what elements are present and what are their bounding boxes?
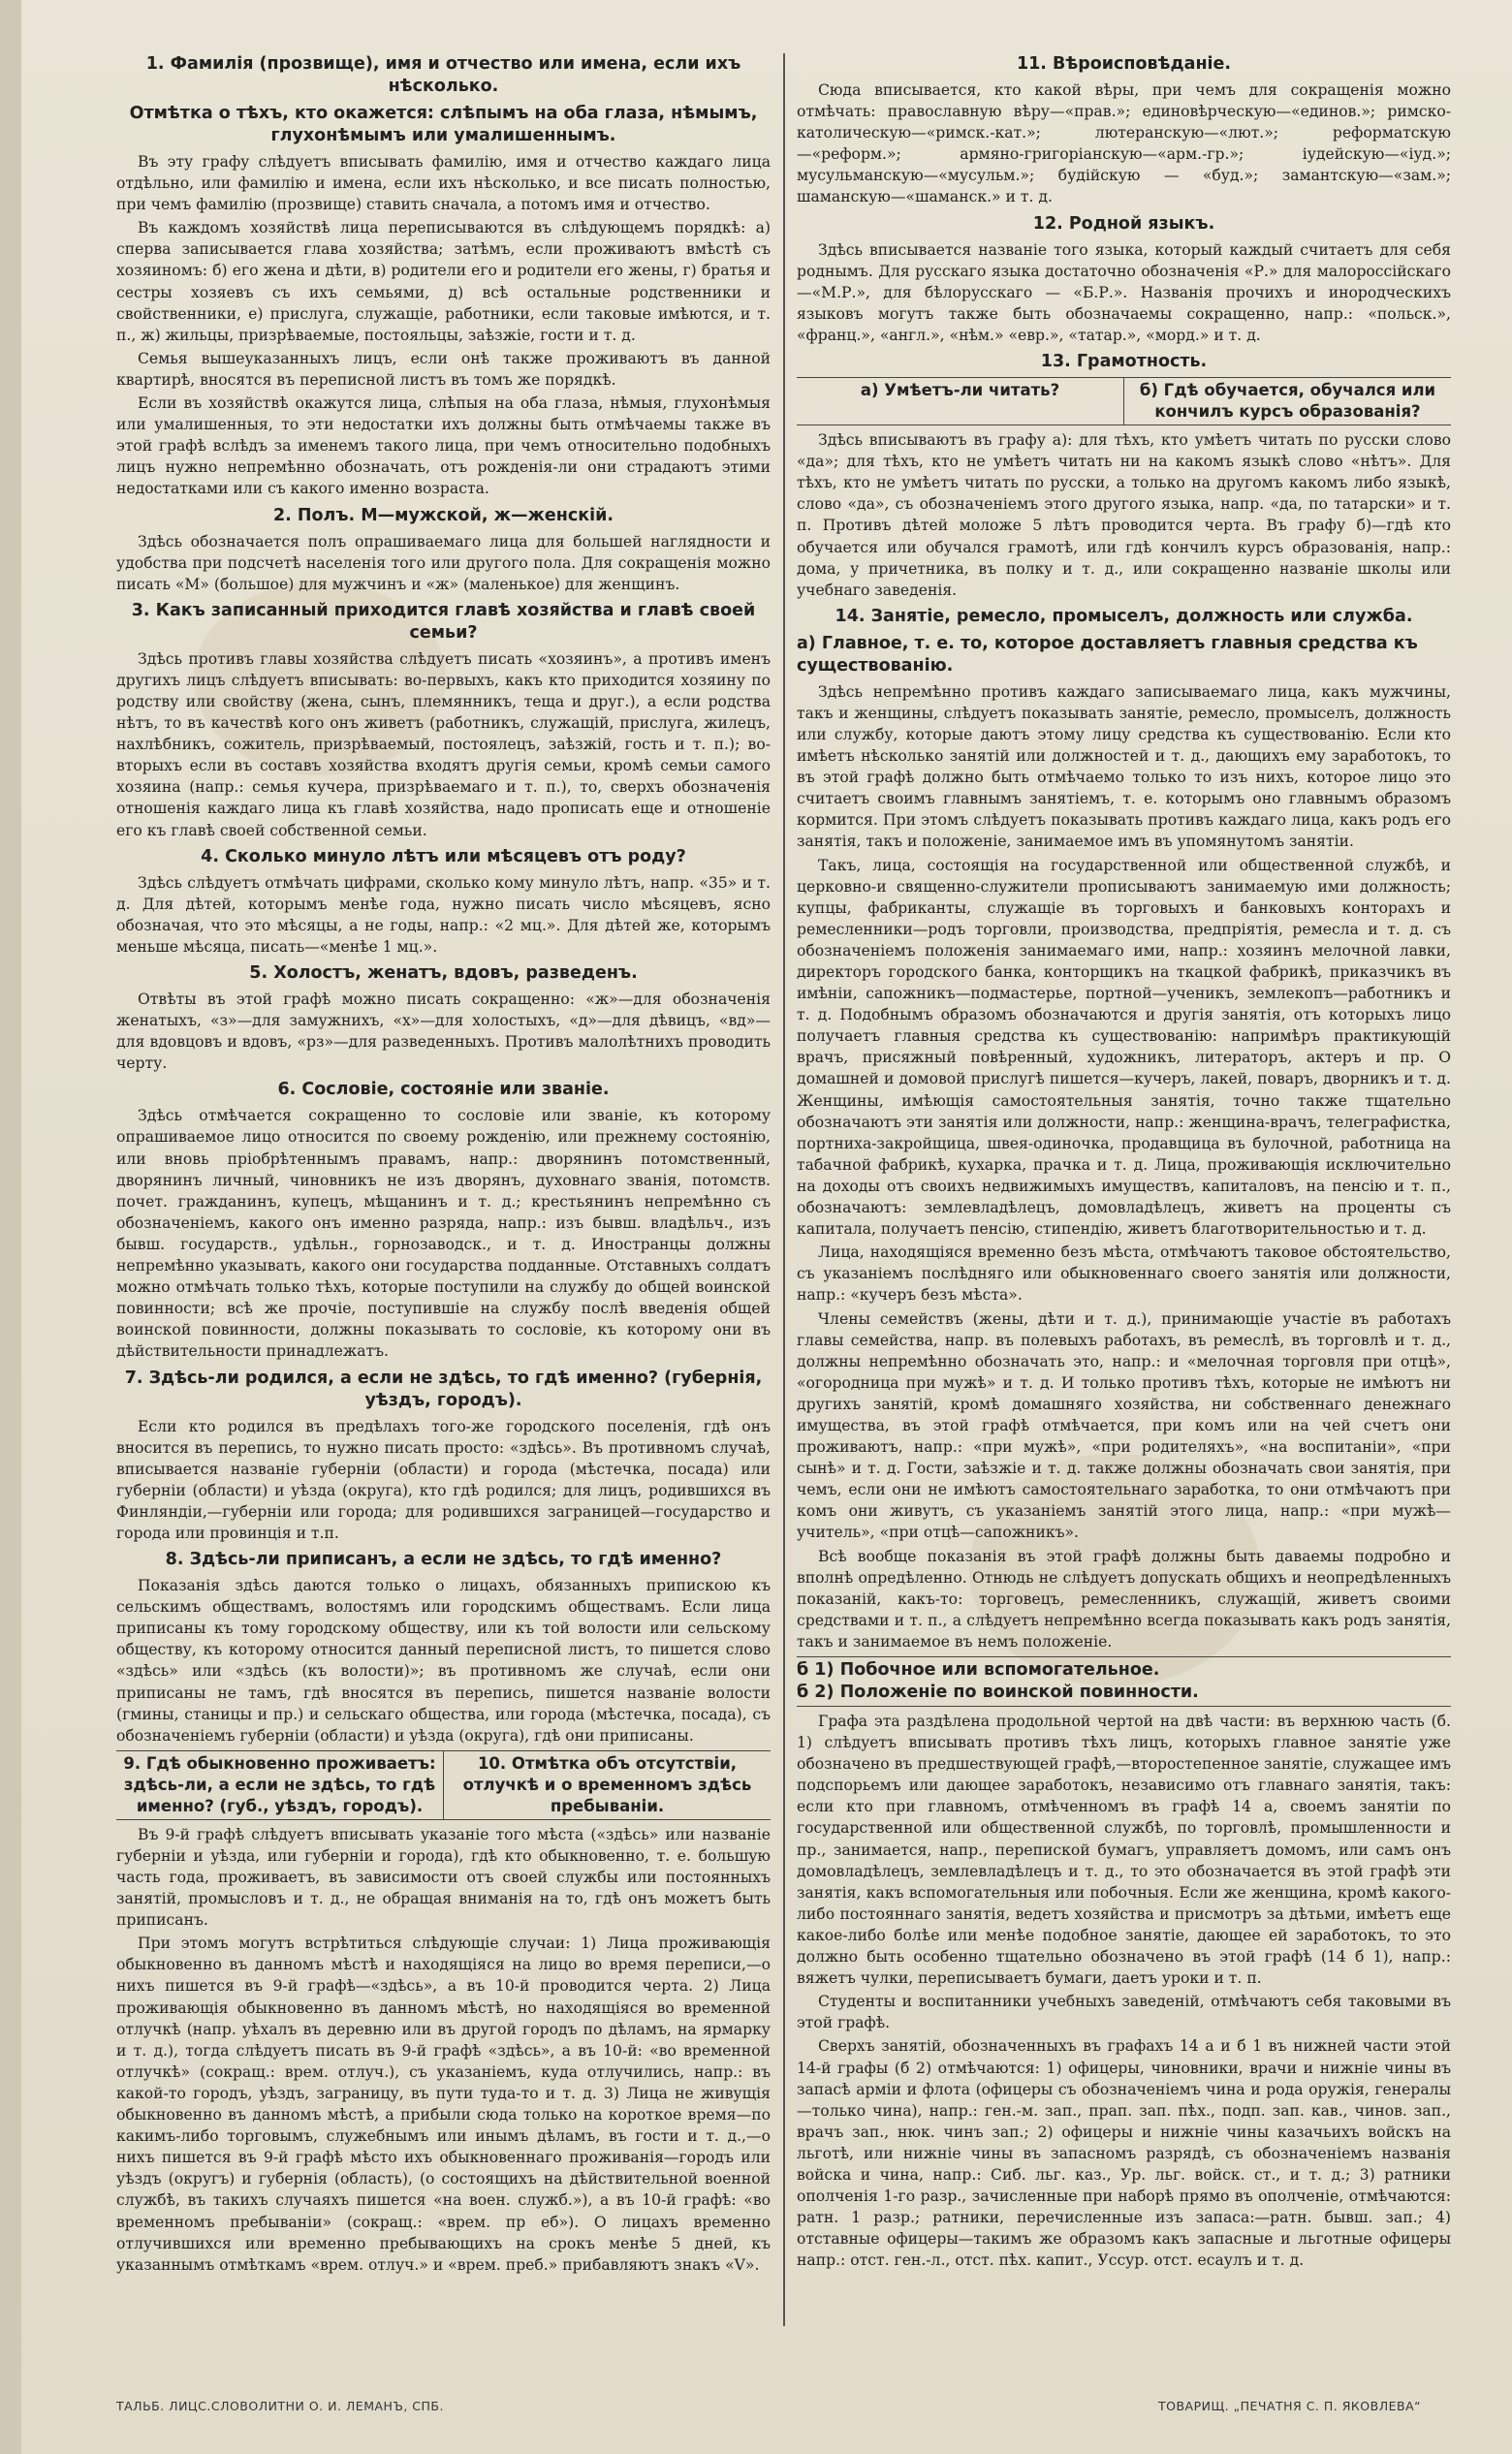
section-1-subtitle: Отмѣтка о тѣхъ, кто окажется: слѣпымъ на оба глаза, нѣмымъ, глухонѣмымъ или умалишеннымъ. xyxy=(129,104,758,145)
section-9-text: При этомъ могутъ встрѣтиться слѣдующіе случаи: 1) Лица проживающія обыкновенно въ данномъ мѣстѣ и находящіяся на лицо во время переписи,—о нихъ пишется въ 9-й графѣ—«здѣсь», а въ 10-й проводится черта. 2) Лица проживающія обыкновенно въ данномъ мѣстѣ, но находящіяся во временной отлучкѣ (напр. уѣхалъ въ деревню или въ другой городъ по дѣламъ, на ярмарку и т. д.), тогда слѣдуетъ писать въ 9-й графѣ «здѣсь», а въ 10-й: «во временной отлучкѣ» (сокращ.: врем. отлуч.), съ указаніемъ, куда отлучились, напр.: въ какой-то городъ, уѣздъ, заграницу, въ пути туда-то и т. д. 3) Лица не живущія обыкновенно въ данномъ мѣстѣ, а прибыли сюда только на короткое время—по какимъ-либо торговымъ, служебнымъ или инымъ дѣламъ, въ гости и т. д.,—о нихъ пишется въ 9-й графѣ мѣсто ихъ обыкновеннаго проживанія—городъ или уѣздъ (округъ) и губернія (область), (о состоящихъ на дѣйствительной военной службѣ, въ такихъ случаяхъ пишется «на воен. служб.»), а въ 10-й графѣ: «во временномъ пребываніи» (сокращ.: «врем. пр еб»). О лицахъ временно отлучившихся или временно пребывающихъ на срокъ менѣе 5 дней, къ указаннымъ отмѣткамъ «врем. отлуч.» и «врем. преб.» прибавляютъ знакъ «V». xyxy=(116,1935,771,2274)
section-11-text: Сюда вписывается, кто какой вѣры, при чемъ для сокращенія можно отмѣчать: православную вѣру—«прав.»; единовѣрческую—«единов.»; римско-католическую—«римск.-кат.»; лютеранскую—«лют.»; реформатскую—«реформ.»; армяно-григоріанскую—«арм.-гр.»; іудейскую—«іуд.»; мусульманскую—«мусульм.»; будійскую — «буд.»; замантскую—«зам.»; шаманскую—«шаманск.» и т. д. xyxy=(797,81,1451,206)
section-13-columns xyxy=(797,377,1451,425)
section-1-title: 1. Фамилія (прозвище), имя и отчество или имена, если ихъ нѣсколько. xyxy=(145,54,741,96)
section-14-text: Студенты и воспитанники учебныхъ заведеній, отмѣчаютъ себя таковыми въ этой графѣ. xyxy=(797,1993,1451,2032)
section-8-title: 8. Здѣсь-ли приписанъ, а если не здѣсь, то гдѣ именно? xyxy=(165,1550,722,1570)
section-1-text: Въ каждомъ хозяйствѣ лица переписываются въ слѣдующемъ порядкѣ: а) сперва записывается глава хозяйства; затѣмъ, если проживаютъ вмѣстѣ съ хозяиномъ: б) его жена и дѣти, в) родители его и родители его жены, г) братья и сестры хозяевъ съ ихъ семьями, д) всѣ остальные родственники и свойственники, е) прислуга, служащіе, работники, если таковые имѣются, и т. п., ж) жильцы, призрѣваемые, постояльцы, заѣзжіе, гости и т. д. xyxy=(116,219,771,344)
section-1-text: Въ эту графу слѣдуетъ вписывать фамилію, имя и отчество каждаго лица отдѣльно, или фамилію и имена, если ихъ нѣсколько, и все писать полностью, при чемъ фамилію (прозвище) ставить сначала, а потомъ имя и отчество. xyxy=(116,153,771,214)
printer-imprint-right: ТОВАРИЩ. „ПЕЧАТНЯ С. П. ЯКОВЛЕВА“ xyxy=(1158,2399,1422,2413)
section-8-text: Показанія здѣсь даются только о лицахъ, обязанныхъ припискою къ сельскимъ обществамъ, волостямъ или городскимъ обществамъ. Если лица приписаны къ тому городскому обществу, или къ той волости или сельскому обществу, къ которому относится данный переписной листъ, то пишется слово «здѣсь» или «здѣсь (къ волости)»; въ противномъ же случаѣ, если они приписаны не тамъ, гдѣ вносятся въ перепись, пишется названіе волости (гмины, станицы и пр.) и сельскаго общества, или города (мѣстечка, посада), съ обозначеніемъ губерніи (области) и уѣзда (округа), гдѣ они приписаны. xyxy=(116,1577,771,1745)
section-14a-subtitle: а) Главное, т. е. то, которое доставляетъ главныя средства къ существованію. xyxy=(797,633,1418,676)
right-column xyxy=(797,48,1451,2345)
section-12-title: 12. Родной языкъ. xyxy=(1032,213,1215,234)
section-12-text: Здѣсь вписывается названіе того языка, который каждый считаетъ для себя роднымъ. Для русскаго языка достаточно обозначенія «Р.» для малороссійскаго—«М.Р.», для бѣлорусскаго — «Б.Р.». Названія прочихъ и инородческихъ языковъ могутъ также быть обозначаемы сокращенно, напр.: «польск.», «франц.», «англ.», «нѣм.» «евр.», «татар.», «морд.» и т. д. xyxy=(797,240,1451,344)
section-2-text: Здѣсь обозначается полъ опрашиваемаго лица для большей наглядности и удобства при подсчетѣ населенія того или другого пола. Для сокращенія можно писать «М» (большое) для мужчинъ и «ж» (маленькое) для женщинъ. xyxy=(116,532,771,593)
printer-imprint-left: ТАЛЬБ. ЛИЦС.СЛОВОЛИТНИ О. И. ЛЕМАНЪ, СПБ. xyxy=(116,2399,444,2413)
section-14-text: Члены семействъ (жены, дѣти и т. д.), принимающіе участіе въ работахъ главы семейства, напр. въ полевыхъ работахъ, въ ремеслѣ, въ торговлѣ и т. д., должны непремѣнно обозначать это, напр.: и «мелочная торговля при отцѣ», «огородница при мужѣ» и т. д. И только противъ тѣхъ, которые не имѣютъ ни другихъ занятій, кромѣ домашняго хозяйства, ни собственнаго денежнаго имущества, въ этой графѣ отмѣчается, при комъ или на чей счетъ они проживаютъ, напр.: «при мужѣ», «при родителяхъ», «на воспитаніи», «при сынѣ» и т. д. Гости, заѣзжіе и т. д. также должны обозначать свои занятія, при чемъ, если они не имѣютъ самостоятельнаго заработка, то они отмѣчаютъ при комъ они живутъ, съ указаніемъ занятій этого лица, напр.: «при мужѣ—учитель», «при отцѣ—сапожникъ». xyxy=(797,1309,1451,1542)
section-11-title: 11. Вѣроисповѣданіе. xyxy=(1016,54,1232,74)
section-6-text: Здѣсь отмѣчается сокращенно то сословіе или званіе, къ которому опрашиваемое лицо относится по своему рожденію, или прежнему состоянію, или вновь пріобрѣтеннымъ правамъ, напр.: дворянинъ потомственный, дворянинъ личный, чиновникъ не изъ дворянъ, духовнаго званія, потомств. почет. гражданинъ, купецъ, мѣщанинъ и т. д.; крестьянинъ непремѣнно съ обозначеніемъ, какого онъ именно разряда, напр.: изъ бывш. владѣльч., изъ бывш. государств., удѣльн., горнозаводск., и т. д. Иностранцы должны непремѣнно указывать, какого они государства подданные. Отставныхъ солдатъ можно отмѣчать только тѣхъ, которые поступили на службу до общей воинской повинности; всѣ же прочіе, поступившіе на службу послѣ введенія общей воинской повинности, должны показывать то сословіе, къ которому они въ дѣйствительности принадлежатъ. xyxy=(116,1107,771,1361)
section-9-text: Въ 9-й графѣ слѣдуетъ вписывать указаніе того мѣста («здѣсь» или названіе губерніи и уѣзда, или губерніи и города), гдѣ кто обыкновенно, т. е. большую часть года, проживаетъ, въ зависимости отъ своей службы или постоянныхъ занятій, промысловъ и т. д., не обращая вниманія на то, гдѣ онъ можетъ быть приписанъ. xyxy=(116,1825,771,1930)
section-1-text: Если въ хозяйствѣ окажутся лица, слѣпыя на оба глаза, нѣмыя, глухонѣмыя или умалишенныя, то эти недостатки ихъ должны быть отмѣчаемы также въ этой графѣ вслѣдъ за именемъ такого лица, при чемъ относительно подобныхъ лицъ нужно непремѣнно обозначать, отъ рожденія-ли они страдаютъ этими недостатками или съ какого именно возраста. xyxy=(116,394,771,498)
section-10-title: 10. Отмѣтка объ отсутствіи, отлучкѣ и о временномъ здѣсь пребываніи. xyxy=(443,1751,771,1819)
section-14-text: Здѣсь непремѣнно противъ каждаго записываемаго лица, какъ мужчины, такъ и женщины, слѣдуетъ показывать занятіе, ремесло, промыселъ, должность или службу, которые даютъ этому лицу средства къ существованію. Если кто имѣетъ нѣсколько занятій или должностей и т. д., дающихъ ему заработокъ, то въ этой графѣ должно быть отмѣчаемо только то изъ нихъ, которое лицо это считаетъ своимъ главнымъ занятіемъ, т. е. которымъ оно главнымъ образомъ кормится. При этомъ слѣдуетъ показывать противъ каждаго лица, какъ родъ его занятія, такъ и положеніе, занимаемое имъ въ упомянутомъ занятіи. xyxy=(797,682,1451,851)
section-9-title: 9. Гдѣ обыкновенно проживаетъ: здѣсь-ли, а если не здѣсь, то гдѣ именно? (губ., уѣздъ, городъ). xyxy=(123,1753,436,1815)
section-3-title: 3. Какъ записанный приходится главѣ хозяйства и главѣ своей семьи? xyxy=(131,600,756,643)
section-14-text: Графа эта раздѣлена продольной чертой на двѣ части: въ верхнюю часть (б. 1) слѣдуетъ вписывать противъ тѣхъ лицъ, которыхъ главное занятіе уже обозначено въ предшествующей графѣ,—второстепенное занятіе, служащее имъ подспорьемъ или дающее заработокъ, независимо отъ главнаго занятія, такъ: если кто при главномъ, отмѣченномъ въ графѣ 14 а, своемъ занятіи по государственной или общественной службѣ, по торговлѣ, промышленности и пр., занимается, напр., перепиской бумагъ, управляетъ домомъ, или самъ онъ домовладѣлецъ, землевладѣлецъ и т. д., то это обозначается въ этой графѣ эти занятія, какъ вспомогательныя или побочныя. Если же женщина, кромѣ какого-либо постояннаго занятія, ведетъ хозяйства и присмотръ за дѣтьми, имѣетъ еще какое-либо болѣе или менѣе подобное занятіе, дающее ей заработокъ, то это должно быть особенно тщательно обозначено въ этой графѣ (14 б 1), напр.: вяжетъ чулки, переписываетъ бумаги, даетъ уроки и т. п. xyxy=(797,1713,1451,1988)
section-2-title: 2. Полъ. М—мужской, ж—женскій. xyxy=(272,505,614,525)
sections-9-10-header xyxy=(116,1750,771,1820)
section-13-title: 13. Грамотность. xyxy=(1040,352,1208,372)
section-7-title: 7. Здѣсь-ли родился, а если не здѣсь, то гдѣ именно? (губернія, уѣздъ, городъ). xyxy=(124,1368,763,1410)
section-1-text: Семья вышеуказанныхъ лицъ, если онѣ также проживаютъ въ данной квартирѣ, вносятся въ переписной листъ въ томъ же порядкѣ. xyxy=(116,349,771,389)
section-13a-title: а) Умѣетъ-ли читать? xyxy=(860,381,1060,400)
section-14-text: Всѣ вообще показанія въ этой графѣ должны быть даваемы подробно и вполнѣ опредѣленно. Отнюдь не слѣдуетъ допускать общихъ и неопредѣленныхъ показаній, какъ-то: торговецъ, ремесленникъ, служащій, живетъ своими средствами и т. п., а слѣдуетъ непремѣнно всегда показывать какъ родъ занятія, такъ и занимаемое въ немъ положеніе. xyxy=(797,1547,1451,1651)
section-4-text: Здѣсь слѣдуетъ отмѣчать цифрами, сколько кому минуло лѣтъ, напр. «35» и т. д. Для дѣтей, которымъ менѣе года, нужно писать число мѣсяцевъ, ясно обозначая, что это мѣсяцы, а не годы, напр.: «2 мц.». Для дѣтей же, которымъ меньше мѣсяца, писать—«менѣе 1 мц.». xyxy=(116,873,771,956)
section-7-text: Если кто родился въ предѣлахъ того-же городского поселенія, гдѣ онъ вносится въ перепись, то нужно писать просто: «здѣсь». Въ противномъ случаѣ, вписывается названіе губерніи (области) и города (мѣстечка, посада) или губерніи (области) и уѣзда (округа), кто гдѣ родился; для лицъ, родившихся въ Финляндіи,—губерніи или города; для родившихся заграницей—государство и города или провинція и т.п. xyxy=(116,1417,771,1542)
section-3-text: Здѣсь противъ главы хозяйства слѣдуетъ писать «хозяинъ», а противъ именъ другихъ лицъ слѣдуетъ вписывать: во-первыхъ, какъ кто приходится хозяину по родству или свойству (жена, сынъ, племянникъ, теща и друг.), а если родства нѣтъ, то въ качествѣ кого онъ живетъ (работникъ, служащій, прислуга, жилецъ, нахлѣбникъ, сожитель, призрѣваемый, постоялецъ, заѣзжій, гость и т. п.); во-вторыхъ если въ составъ хозяйства входятъ другія семьи, кромѣ семьи самого хозяина (напр.: семья кучера, призрѣваемаго и т. п.), то, сверхъ обозначенія отношенія каждаго лица къ главѣ хозяйства, надо прописать еще и отношеніе его къ главѣ своей собственной семьи. xyxy=(116,649,771,839)
section-14-text: Такъ, лица, состоящія на государственной или общественной службѣ, и церковно-и священно-служители прописываютъ занимаемую ими должность; купцы, фабриканты, служащіе въ торговыхъ и банковыхъ конторахъ и ремесленники—родъ торговли, производства, предпріятія, ремесла и т. д. съ обозначеніемъ положенія занимаемаго ими, напр.: хозяинъ мелочной лавки, директоръ городского банка, конторщикъ на ткацкой фабрикѣ, приказчикъ въ имѣніи, сапожникъ—подмастерье, портной—ученикъ, землекопъ—работникъ и т. д. Подобнымъ образомъ обозначаются и другія занятія, отъ которыхъ лицо получаетъ главныя средства къ существованію: напримѣръ практикующій врачъ, присяжный повѣренный, художникъ, литераторъ, актеръ и пр. О домашней и домовой прислугѣ пишется—кучеръ, лакей, поваръ, дворникъ и т. д. Женщины, имѣющія самостоятельныя занятія, точно также тщательно обозначаютъ эти занятія или должности, напр.: женщина-врачъ, телеграфистка, портниха-закройщица, швея-одиночка, продавщица въ булочной, работница на табачной фабрикѣ, кухарка, прачка и т. д. Лица, проживающія исключительно на доходы отъ своихъ недвижимыхъ имуществъ, капиталовъ, на пенсію и т. п., обозначаютъ: землевладѣлецъ, домовладѣлецъ, живетъ на проценты съ капитала, получаетъ пенсію, стипендію, живетъ благотворительностью и т. д. xyxy=(797,856,1451,1239)
section-5-title: 5. Холостъ, женатъ, вдовъ, разведенъ. xyxy=(249,963,638,983)
section-14b2-title: б 2) Положеніе по воинской повинности. xyxy=(797,1683,1199,1702)
left-column xyxy=(116,48,771,2345)
section-14-title: 14. Занятіе, ремесло, промыселъ, должность или служба. xyxy=(835,606,1413,626)
section-14b1-title: б 1) Побочное или вспомогательное. xyxy=(797,1660,1160,1680)
section-13b-title: б) Гдѣ обучается, обучался или кончилъ курсъ образованія? xyxy=(1123,378,1451,425)
section-5-text: Отвѣты въ этой графѣ можно писать сокращенно: «ж»—для обозначенія женатыхъ, «з»—для замужнихъ, «х»—для холостыхъ, «д»—для дѣвицъ, «вд»—для вдовцовъ и вдовъ, «рз»—для разведенныхъ. Противъ малолѣтнихъ проводить черту. xyxy=(116,991,771,1073)
section-13-text: Здѣсь вписываютъ въ графу а): для тѣхъ, кто умѣетъ читать по русски слово «да»; для тѣхъ, кто не умѣетъ читать ни на какомъ языкѣ слово «нѣтъ». Для тѣхъ, кто не умѣетъ читать по русски, а только на другомъ какомъ либо языкѣ, слово «да», съ обозначеніемъ этого другого языка, напр. «да, по татарски» и т. п. Противъ дѣтей моложе 5 лѣтъ проводится черта. Въ графу б)—гдѣ кто обучается или обучался грамотѣ, или гдѣ кончилъ курсъ образованія, напр.: дома, у причетника, въ полку и т. д., или сокращенно названіе школы или учебнаго заведенія. xyxy=(797,431,1451,599)
section-14b-headers xyxy=(797,1656,1451,1707)
section-14-text: Сверхъ занятій, обозначенныхъ въ графахъ 14 а и б 1 въ нижней части этой 14-й графы (б 2) отмѣчаются: 1) офицеры, чиновники, врачи и нижніе чины въ запасѣ арміи и флота (офицеры съ обозначеніемъ чина и рода оружія, генералы—только чина), напр.: ген.-м. зап., прап. зап. пѣх., подп. зап. кав., чинов. зап., врачъ зап., нюк. чинъ зап.; 2) офицеры и нижніе чины казачьихъ войскъ на льготѣ, или нижніе чины въ запасномъ разрядѣ, съ обозначеніемъ названія войска и чина, напр.: Сиб. льг. каз., Ур. льг. войск. ст., и т. д.; 3) ратники ополченія 1-го разр., зачисленные при наборѣ прямо въ ополченіе, отмѣчаются: ратн. 1 разр.; ратники, перечисленные изъ запаса:—ратн. бывш. зап.; 4) отставные офицеры—такимъ же образомъ какъ запасные и льготные офицеры напр.: отст. ген.-л., отст. пѣх. капит., Уссур. отст. есаулъ и т. д. xyxy=(797,2037,1451,2270)
section-4-title: 4. Сколько минуло лѣтъ или мѣсяцевъ отъ роду? xyxy=(201,846,686,866)
column-divider xyxy=(783,53,785,2326)
page-edge xyxy=(0,0,21,2454)
section-14-text: Лица, находящіяся временно безъ мѣста, отмѣчаютъ таковое обстоятельство, съ указаніемъ послѣдняго или обыкновеннаго своего занятія или должности, напр.: «кучеръ безъ мѣста». xyxy=(797,1243,1451,1305)
section-6-title: 6. Сословіе, состояніе или званіе. xyxy=(277,1080,610,1100)
